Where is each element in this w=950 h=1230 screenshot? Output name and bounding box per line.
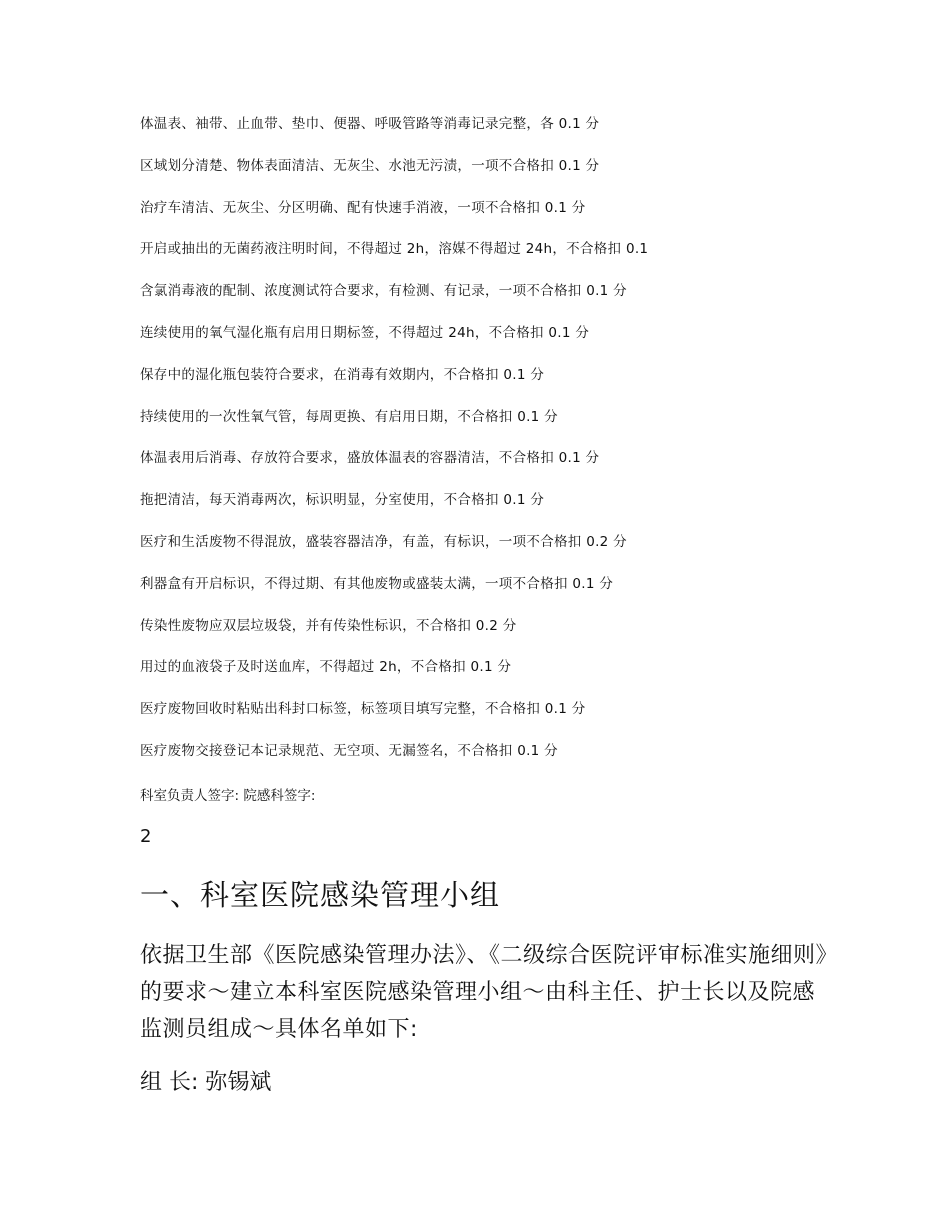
rule-item: 拖把清洁，每天消毒两次，标识明显，分室使用，不合格扣 0.1 分 <box>140 492 545 509</box>
rule-item: 治疗车清洁、无灰尘、分区明确、配有快速手消液，一项不合格扣 0.1 分 <box>140 199 586 216</box>
signature-line: 科室负责人签字: 院感科签字: <box>140 788 316 804</box>
rule-item: 开启或抽出的无菌药液注明时间，不得超过 2h，溶媒不得超过 24h，不合格扣 0.1 <box>140 241 649 258</box>
rule-item: 医疗废物交接登记本记录规范、无空项、无漏签名，不合格扣 0.1 分 <box>140 742 558 759</box>
rule-item: 体温表用后消毒、存放符合要求，盛放体温表的容器清洁，不合格扣 0.1 分 <box>140 450 600 467</box>
page-number: 2 <box>140 826 152 847</box>
rule-item: 用过的血液袋子及时送血库，不得超过 2h，不合格扣 0.1 分 <box>140 659 512 676</box>
intro-paragraph: 依据卫生部《医院感染管理办法》、《二级综合医院评审标准实施细则》的要求～建立本科室医院感染管理小组～由科主任、护士长以及院感监测员组成～具体名单如下: <box>140 943 828 1042</box>
section-title: 一、科室医院感染管理小组 <box>140 878 501 912</box>
rules-list <box>140 114 900 783</box>
rule-item: 连续使用的氧气湿化瓶有启用日期标签，不得超过 24h，不合格扣 0.1 分 <box>140 324 590 341</box>
rule-item: 体温表、袖带、止血带、垫巾、便器、呼吸管路等消毒记录完整，各 0.1 分 <box>140 116 600 132</box>
rule-item: 传染性废物应双层垃圾袋，并有传染性标识，不合格扣 0.2 分 <box>140 617 517 634</box>
rule-item: 医疗废物回收时粘贴出科封口标签，标签项目填写完整，不合格扣 0.1 分 <box>140 701 586 718</box>
rule-item: 区域划分清楚、物体表面清洁、无灰尘、水池无污渍，一项不合格扣 0.1 分 <box>140 157 600 174</box>
rule-item: 持续使用的一次性氧气管，每周更换、有启用日期，不合格扣 0.1 分 <box>140 408 558 425</box>
leader-line: 组 长: 弥锡斌 <box>140 1070 272 1095</box>
rule-item: 医疗和生活废物不得混放，盛装容器洁净，有盖，有标识，一项不合格扣 0.2 分 <box>140 533 627 550</box>
rule-item: 保存中的湿化瓶包装符合要求，在消毒有效期内，不合格扣 0.1 分 <box>140 366 545 383</box>
rule-item: 利器盒有开启标识，不得过期、有其他废物或盛装太满，一项不合格扣 0.1 分 <box>140 575 614 592</box>
rule-item: 含氯消毒液的配制、浓度测试符合要求，有检测、有记录，一项不合格扣 0.1 分 <box>140 283 627 300</box>
